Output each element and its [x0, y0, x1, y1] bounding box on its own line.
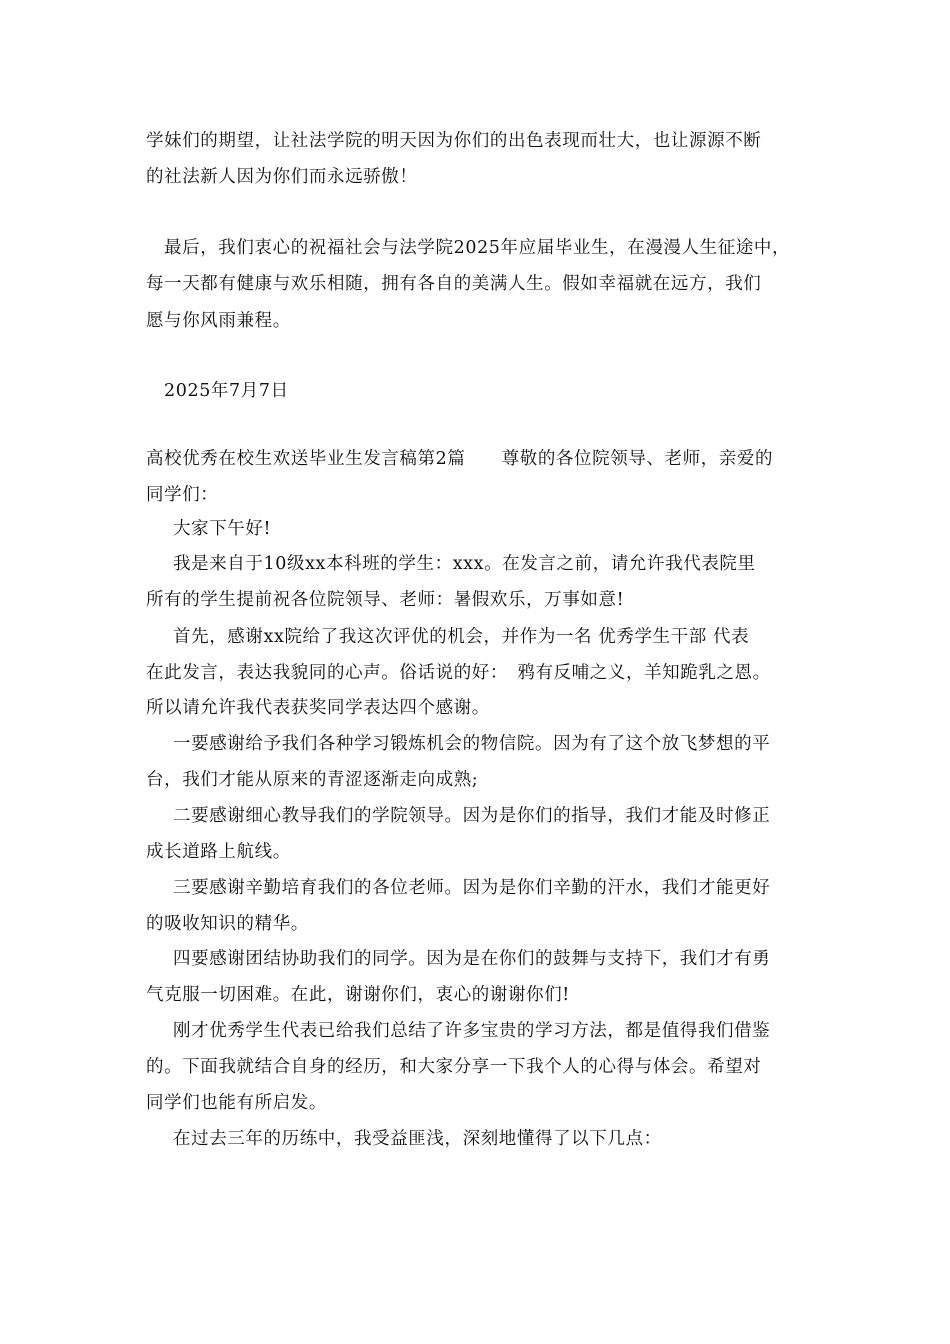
paragraph-line: 成长道路上航线。 — [146, 842, 291, 862]
greeting-line: 大家下午好! — [173, 519, 272, 539]
paragraph-line: 气克服一切困难。在此，谢谢你们，衷心的谢谢你们! — [146, 985, 570, 1005]
paragraph-line: 刚才优秀学生代表已给我们总结了许多宝贵的学习方法，都是值得我们借鉴 — [173, 1021, 771, 1041]
paragraph-line: 的。下面我就结合自身的经历，和大家分享一下我个人的心得与体会。希望对 — [146, 1057, 762, 1077]
salutation-line: 同学们： — [146, 485, 219, 505]
paragraph-line: 的社法新人因为你们而永远骄傲！ — [146, 167, 418, 187]
paragraph-line: 每一天都有健康与欢乐相随，拥有各自的美满人生。假如幸福就在远方，我们 — [146, 274, 762, 294]
paragraph-line: 台，我们才能从原来的青涩逐渐走向成熟; — [146, 770, 479, 790]
paragraph-line: 一要感谢给予我们各种学习锻炼机会的物信院。因为有了这个放飞梦想的平 — [173, 734, 771, 754]
paragraph-line: 愿与你风雨兼程。 — [146, 311, 291, 331]
paragraph-line: 最后，我们衷心的祝福社会与法学院2025年应届毕业生，在漫漫人生征途中， — [164, 238, 791, 258]
paragraph-line: 三要感谢辛勤培育我们的各位老师。因为是你们辛勤的汗水，我们才能更好 — [173, 878, 771, 898]
paragraph-line: 四要感谢团结协助我们的同学。因为是在你们的鼓舞与支持下，我们才有勇 — [173, 949, 771, 969]
paragraph-line: 同学们也能有所启发。 — [146, 1093, 327, 1113]
section-heading: 高校优秀在校生欢送毕业生发言稿第2篇 尊敬的各位院领导、老师，亲爱的 — [146, 449, 774, 469]
paragraph-line: 的吸收知识的精华。 — [146, 914, 309, 934]
paragraph-line: 在过去三年的历练中，我受益匪浅，深刻地懂得了以下几点： — [173, 1129, 662, 1149]
paragraph-line: 在此发言，表达我貌同的心声。俗话说的好： 鸦有反哺之义，羊知跪乳之恩。 — [146, 663, 771, 683]
paragraph-line: 二要感谢细心教导我们的学院领导。因为是你们的指导，我们才能及时修正 — [173, 806, 771, 826]
paragraph-line: 所有的学生提前祝各位院领导、老师：暑假欢乐，万事如意! — [146, 590, 625, 610]
paragraph-line: 所以请允许我代表获奖同学表达四个感谢。 — [146, 698, 490, 718]
paragraph-line: 我是来自于10级xx本科班的学生：xxx。在发言之前，请允许我代表院里 — [173, 554, 756, 574]
paragraph-line: 首先，感谢xx院给了我这次评优的机会，并作为一名 优秀学生干部 代表 — [173, 627, 750, 647]
date-line: 2025年7月7日 — [164, 381, 289, 401]
paragraph-line: 学妹们的期望，让社法学院的明天因为你们的出色表现而壮大，也让源源不断 — [146, 131, 762, 151]
